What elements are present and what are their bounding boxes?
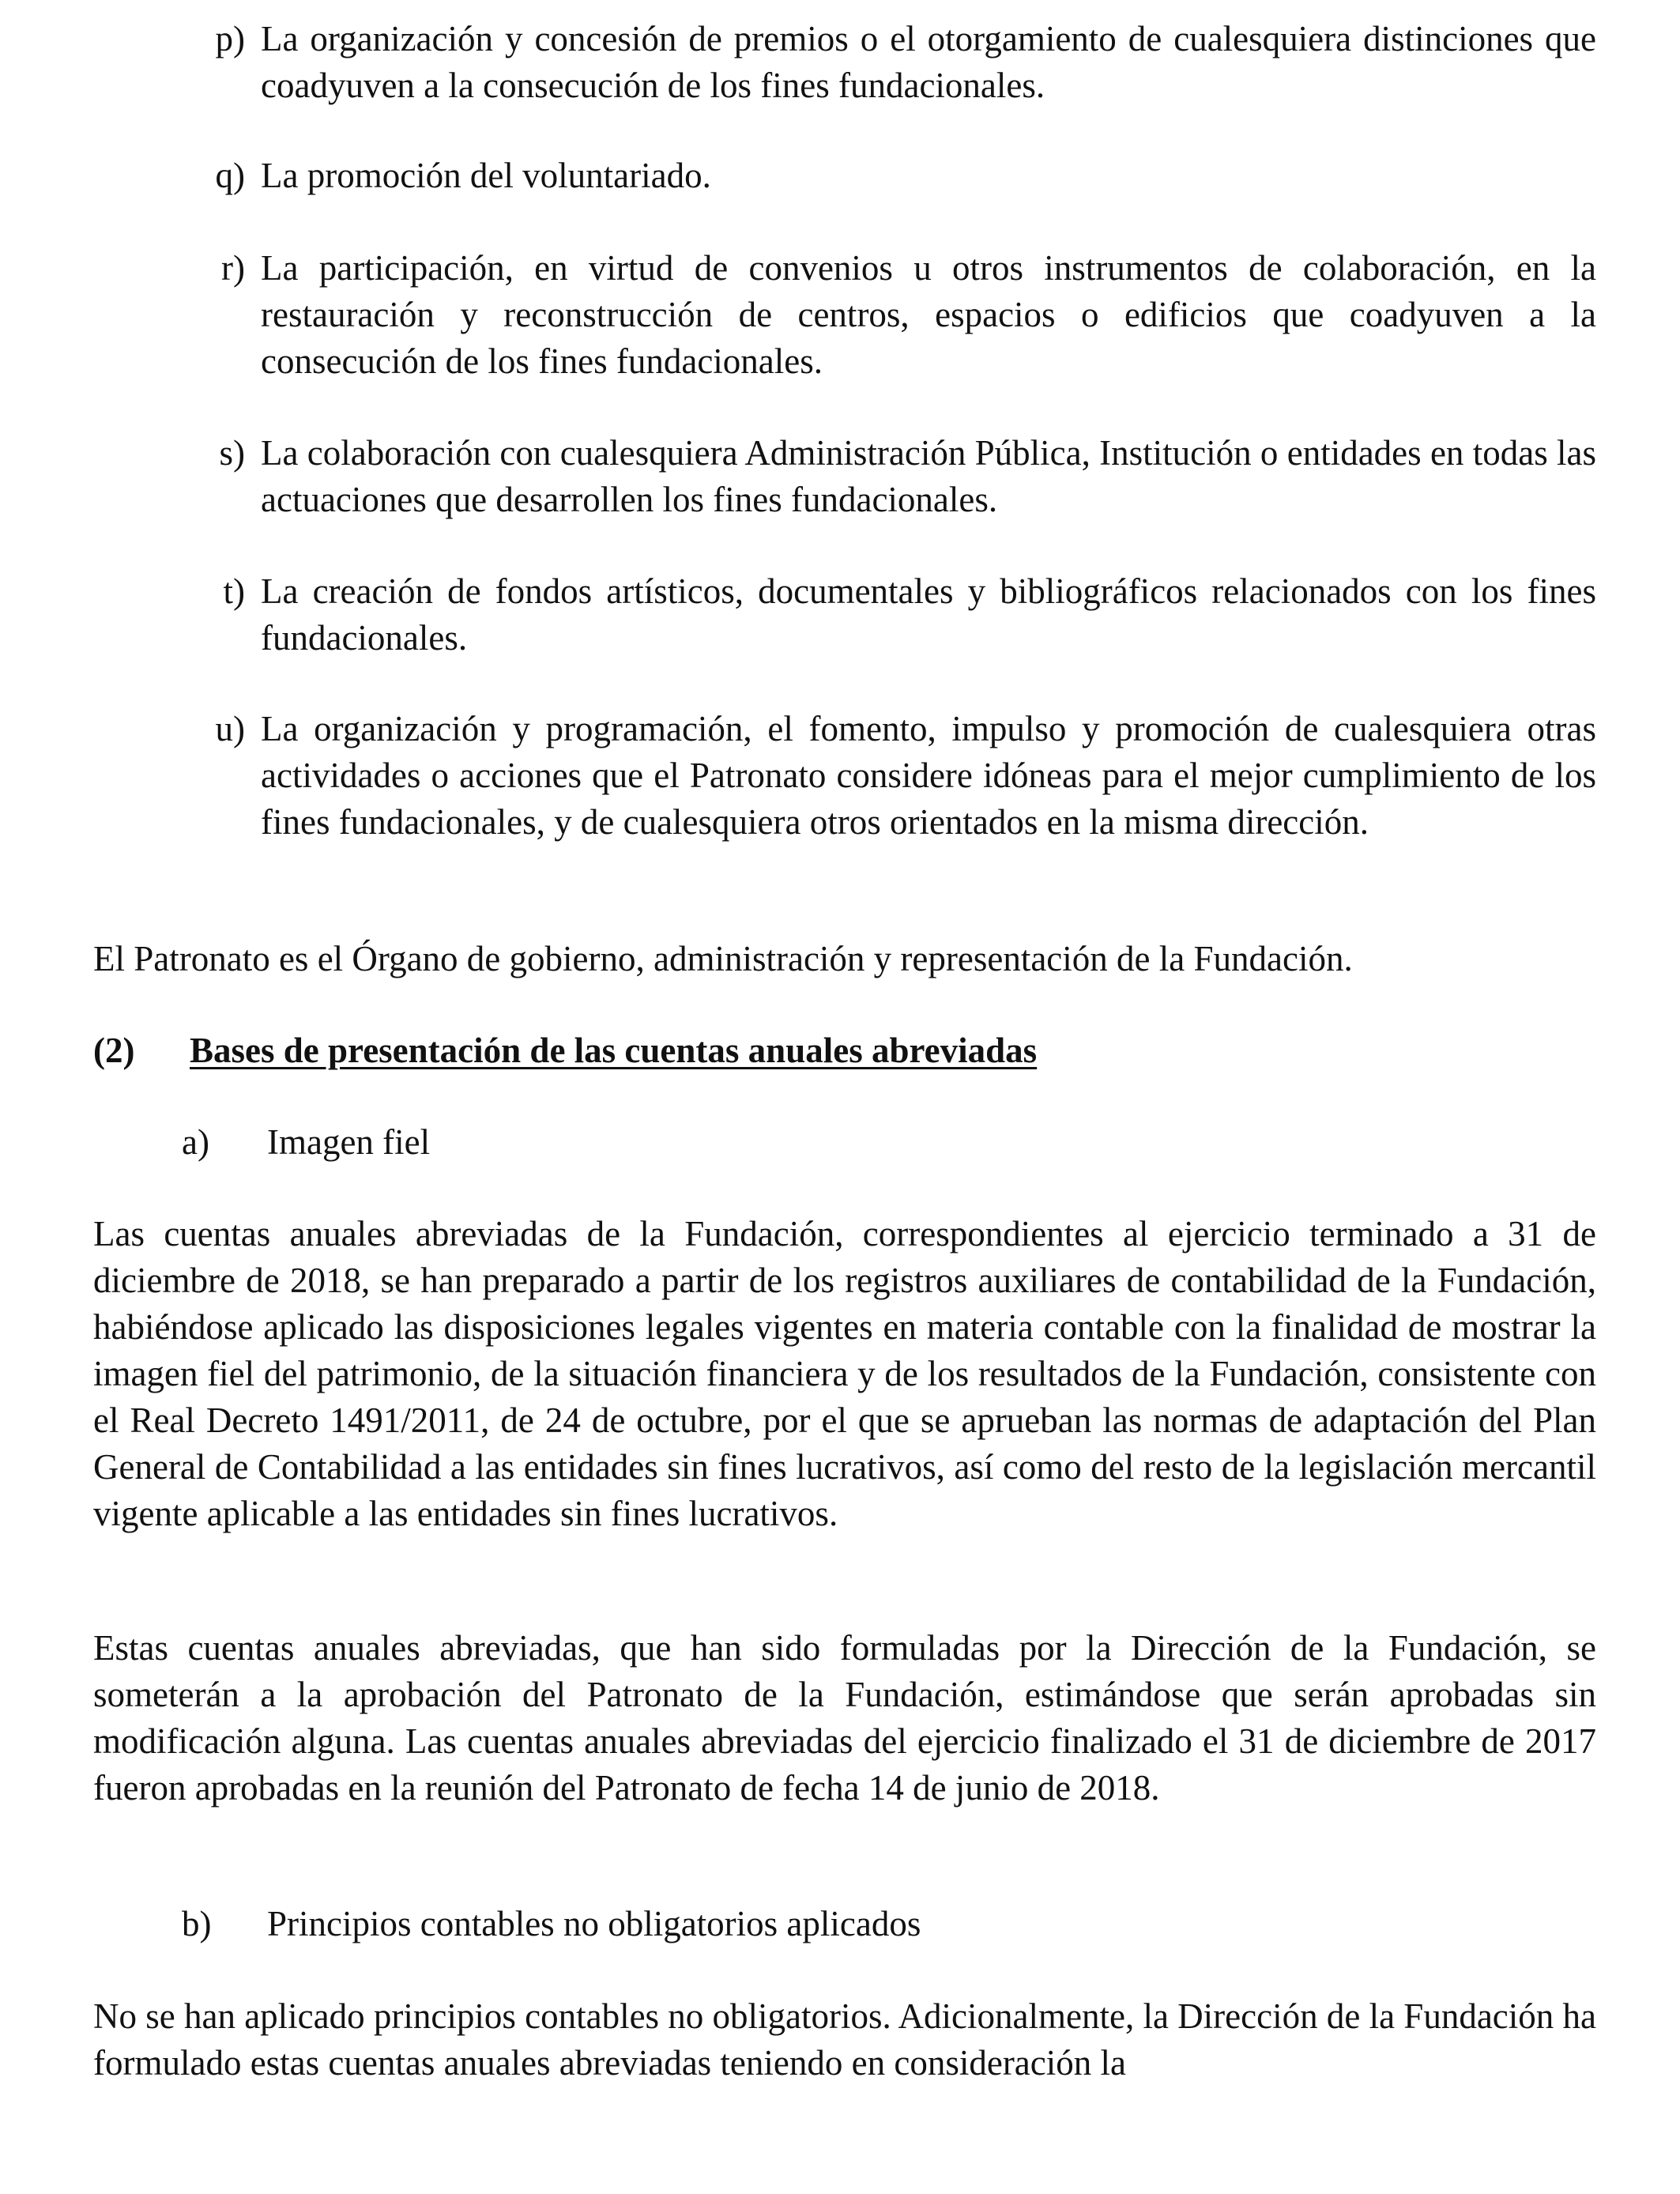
principios-paragraph: No se han aplicado principios contables no obligatorios. Adicionalmente, la Dirección de la Fundación ha formulado estas cuentas anuales abreviadas teniendo en consideración la xyxy=(93,1996,1596,2083)
list-item-text: La organización y programación, el fomento, impulso y promoción de cualesquiera otras actividades o acciones que el Patronato considere idóneas para el mejor cumplimiento de los fines fundacionales, y de cualesquiera otros orientados en la misma dirección. xyxy=(261,709,1596,842)
section-number: (2) xyxy=(93,1031,135,1070)
list-item-text: La creación de fondos artísticos, documentales y bibliográficos relacionados con los fines fundacionales. xyxy=(261,571,1596,658)
subsection-marker: a) xyxy=(182,1122,209,1162)
subsection-marker: b) xyxy=(182,1904,212,1943)
section-title: Bases de presentación de las cuentas anuales abreviadas xyxy=(190,1031,1038,1070)
subsection-title: Imagen fiel xyxy=(267,1122,431,1162)
list-marker: s) xyxy=(219,433,245,473)
list-marker: q) xyxy=(215,156,245,195)
list-item-text: La promoción del voluntariado. xyxy=(261,156,711,195)
list-marker: u) xyxy=(215,709,245,748)
list-marker: r) xyxy=(221,248,245,288)
list-marker: p) xyxy=(215,19,245,58)
subsection-title: Principios contables no obligatorios aplicados xyxy=(267,1904,921,1943)
list-item-text: La participación, en virtud de convenios u otros instrumentos de colaboración, en la restauración y reconstrucción de centros, espacios o edificios que coadyuven a la consecución de los fines fundacionales. xyxy=(261,248,1596,381)
list-marker: t) xyxy=(223,571,245,611)
list-item-text: La organización y concesión de premios o el otorgamiento de cualesquiera distinciones que coadyuven a la consecución de los fines fundacionales. xyxy=(261,19,1596,105)
patronato-paragraph: El Patronato es el Órgano de gobierno, administración y representación de la Fundación. xyxy=(93,939,1353,978)
imagen-fiel-paragraph-2: Estas cuentas anuales abreviadas, que han sido formuladas por la Dirección de la Fundación, se someterán a la aprobación del Patronato de la Fundación, estimándose que serán aprobadas sin modificación alguna. Las cuentas anuales abreviadas del ejercicio finalizado el 31 de diciembre de 2017 fueron aprobadas en la reunión del Patronato de fecha 14 de junio de 2018. xyxy=(93,1628,1596,1808)
imagen-fiel-paragraph-1: Las cuentas anuales abreviadas de la Fundación, correspondientes al ejercicio terminado a 31 de diciembre de 2018, se han preparado a partir de los registros auxiliares de contabilidad de la Fundación, habiéndose aplicado las disposiciones legales vigentes en materia contable con la finalidad de mostrar la imagen fiel del patrimonio, de la situación financiera y de los resultados de la Fundación, consistente con el Real Decreto 1491/2011, de 24 de octubre, por el que se aprueban las normas de adaptación del Plan General de Contabilidad a las entidades sin fines lucrativos, así como del resto de la legislación mercantil vigente aplicable a las entidades sin fines lucrativos. xyxy=(93,1214,1596,1533)
list-item-text: La colaboración con cualesquiera Administración Pública, Institución o entidades en todas las actuaciones que desarrollen los fines fundacionales. xyxy=(261,433,1596,519)
